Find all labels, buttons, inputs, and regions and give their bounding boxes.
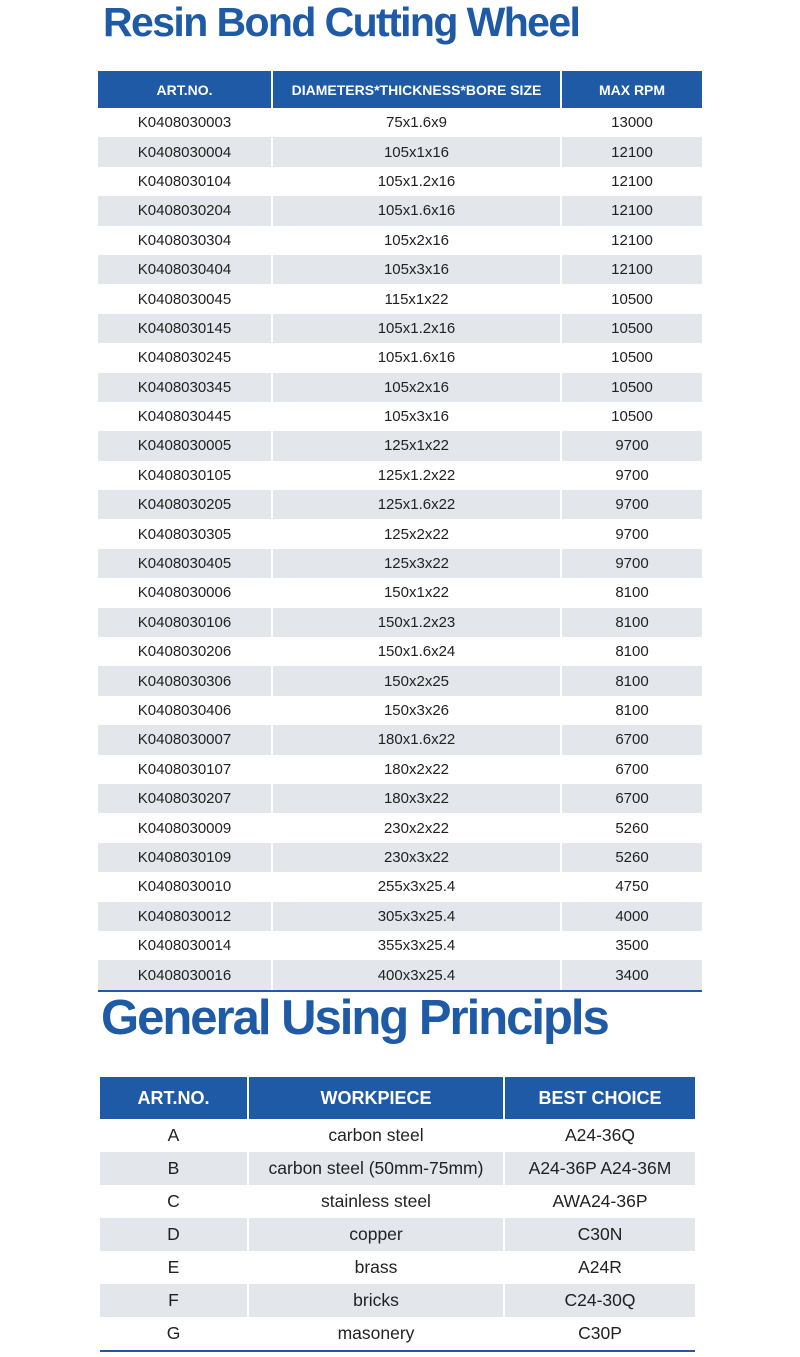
dimensions-cell: 105x3x16 — [272, 255, 561, 284]
max-rpm-cell: 8100 — [561, 666, 702, 695]
dimensions-cell: 400x3x25.4 — [272, 960, 561, 990]
header-dimensions: DIAMETERS*THICKNESS*BORE SIZE — [272, 71, 561, 108]
max-rpm-cell: 6700 — [561, 784, 702, 813]
art-no-cell: K0408030445 — [98, 402, 272, 431]
table-row — [100, 1185, 695, 1218]
art-no-cell: K0408030109 — [98, 843, 272, 872]
dimensions-cell: 105x2x16 — [272, 226, 561, 255]
art-no-cell: K0408030010 — [98, 872, 272, 901]
art-no-cell: K0408030405 — [98, 549, 272, 578]
max-rpm-cell: 9700 — [561, 519, 702, 548]
table-row — [98, 519, 702, 548]
art-no-cell: K0408030016 — [98, 960, 272, 990]
art-no-cell: B — [100, 1152, 248, 1185]
header-max-rpm: MAX RPM — [561, 71, 702, 108]
dimensions-cell: 255x3x25.4 — [272, 872, 561, 901]
workpiece-cell: masonery — [248, 1317, 504, 1351]
art-no-cell: E — [100, 1251, 248, 1284]
best-choice-cell: A24R — [504, 1251, 695, 1284]
table-row — [98, 373, 702, 402]
table-row — [100, 1317, 695, 1351]
workpiece-cell: brass — [248, 1251, 504, 1284]
max-rpm-cell: 10500 — [561, 284, 702, 313]
max-rpm-cell: 3500 — [561, 931, 702, 960]
max-rpm-cell: 13000 — [561, 108, 702, 137]
header-art-no: ART.NO. — [100, 1077, 248, 1119]
table-row — [98, 637, 702, 666]
dimensions-cell: 180x2x22 — [272, 755, 561, 784]
table-header-row — [100, 1077, 695, 1119]
art-no-cell: K0408030406 — [98, 696, 272, 725]
dimensions-cell: 105x1.6x16 — [272, 343, 561, 372]
table-row — [98, 608, 702, 637]
art-no-cell: K0408030305 — [98, 519, 272, 548]
max-rpm-cell: 9700 — [561, 490, 702, 519]
art-no-cell: K0408030204 — [98, 196, 272, 225]
art-no-cell: K0408030006 — [98, 578, 272, 607]
max-rpm-cell: 4750 — [561, 872, 702, 901]
table-row — [98, 813, 702, 842]
dimensions-cell: 355x3x25.4 — [272, 931, 561, 960]
max-rpm-cell: 6700 — [561, 725, 702, 754]
max-rpm-cell: 12100 — [561, 137, 702, 166]
table-row — [98, 784, 702, 813]
workpiece-cell: bricks — [248, 1284, 504, 1317]
max-rpm-cell: 10500 — [561, 402, 702, 431]
dimensions-cell: 125x2x22 — [272, 519, 561, 548]
dimensions-cell: 150x1x22 — [272, 578, 561, 607]
art-no-cell: K0408030304 — [98, 226, 272, 255]
art-no-cell: K0408030107 — [98, 755, 272, 784]
table-row — [98, 284, 702, 313]
dimensions-cell: 305x3x25.4 — [272, 902, 561, 931]
max-rpm-cell: 12100 — [561, 167, 702, 196]
table-row — [100, 1152, 695, 1185]
workpiece-cell: carbon steel (50mm-75mm) — [248, 1152, 504, 1185]
dimensions-cell: 125x1.2x22 — [272, 461, 561, 490]
art-no-cell: K0408030003 — [98, 108, 272, 137]
dimensions-cell: 105x2x16 — [272, 373, 561, 402]
table-row — [100, 1119, 695, 1152]
using-principles-table — [100, 1077, 695, 1352]
table-row — [98, 196, 702, 225]
max-rpm-cell: 9700 — [561, 461, 702, 490]
table-row — [98, 931, 702, 960]
art-no-cell: K0408030205 — [98, 490, 272, 519]
max-rpm-cell: 12100 — [561, 255, 702, 284]
table-row — [98, 431, 702, 460]
dimensions-cell: 125x1x22 — [272, 431, 561, 460]
table-row — [98, 725, 702, 754]
cutting-wheel-spec-table — [98, 71, 702, 992]
header-art-no: ART.NO. — [98, 71, 272, 108]
art-no-cell: K0408030345 — [98, 373, 272, 402]
max-rpm-cell: 10500 — [561, 373, 702, 402]
cutting-wheel-rows — [98, 108, 702, 991]
art-no-cell: K0408030004 — [98, 137, 272, 166]
table-row — [98, 872, 702, 901]
table-row — [98, 343, 702, 372]
best-choice-cell: A24-36Q — [504, 1119, 695, 1152]
art-no-cell: K0408030207 — [98, 784, 272, 813]
best-choice-cell: C30P — [504, 1317, 695, 1351]
art-no-cell: K0408030145 — [98, 314, 272, 343]
dimensions-cell: 105x1.2x16 — [272, 314, 561, 343]
dimensions-cell: 115x1x22 — [272, 284, 561, 313]
workpiece-cell: copper — [248, 1218, 504, 1251]
principles-rows — [100, 1119, 695, 1351]
dimensions-cell: 105x1.6x16 — [272, 196, 561, 225]
dimensions-cell: 150x2x25 — [272, 666, 561, 695]
dimensions-cell: 150x3x26 — [272, 696, 561, 725]
table-row — [98, 167, 702, 196]
art-no-cell: K0408030014 — [98, 931, 272, 960]
table-row — [98, 549, 702, 578]
best-choice-cell: AWA24-36P — [504, 1185, 695, 1218]
table-row — [98, 666, 702, 695]
max-rpm-cell: 10500 — [561, 343, 702, 372]
workpiece-cell: carbon steel — [248, 1119, 504, 1152]
art-no-cell: A — [100, 1119, 248, 1152]
art-no-cell: K0408030104 — [98, 167, 272, 196]
dimensions-cell: 75x1.6x9 — [272, 108, 561, 137]
max-rpm-cell: 3400 — [561, 960, 702, 990]
max-rpm-cell: 8100 — [561, 637, 702, 666]
max-rpm-cell: 8100 — [561, 608, 702, 637]
art-no-cell: K0408030206 — [98, 637, 272, 666]
max-rpm-cell: 5260 — [561, 843, 702, 872]
art-no-cell: K0408030105 — [98, 461, 272, 490]
max-rpm-cell: 4000 — [561, 902, 702, 931]
workpiece-cell: stainless steel — [248, 1185, 504, 1218]
art-no-cell: K0408030007 — [98, 725, 272, 754]
dimensions-cell: 180x1.6x22 — [272, 725, 561, 754]
header-workpiece: WORKPIECE — [248, 1077, 504, 1119]
table-row — [98, 960, 702, 990]
dimensions-cell: 180x3x22 — [272, 784, 561, 813]
max-rpm-cell: 12100 — [561, 226, 702, 255]
dimensions-cell: 230x3x22 — [272, 843, 561, 872]
dimensions-cell: 105x1.2x16 — [272, 167, 561, 196]
table-row — [98, 402, 702, 431]
art-no-cell: G — [100, 1317, 248, 1351]
art-no-cell: F — [100, 1284, 248, 1317]
max-rpm-cell: 9700 — [561, 549, 702, 578]
table-row — [98, 902, 702, 931]
table-row — [98, 226, 702, 255]
max-rpm-cell: 6700 — [561, 755, 702, 784]
table-row — [98, 696, 702, 725]
table-row — [98, 755, 702, 784]
table-row — [98, 490, 702, 519]
art-no-cell: K0408030012 — [98, 902, 272, 931]
art-no-cell: D — [100, 1218, 248, 1251]
dimensions-cell: 105x3x16 — [272, 402, 561, 431]
table-row — [98, 137, 702, 166]
dimensions-cell: 230x2x22 — [272, 813, 561, 842]
max-rpm-cell: 9700 — [561, 431, 702, 460]
max-rpm-cell: 8100 — [561, 578, 702, 607]
max-rpm-cell: 8100 — [561, 696, 702, 725]
table-row — [100, 1284, 695, 1317]
dimensions-cell: 150x1.6x24 — [272, 637, 561, 666]
table-row — [98, 578, 702, 607]
principles-title: General Using Principls — [101, 991, 608, 1045]
art-no-cell: K0408030404 — [98, 255, 272, 284]
art-no-cell: K0408030045 — [98, 284, 272, 313]
cutting-wheel-title: Resin Bond Cutting Wheel — [103, 0, 580, 45]
table-row — [98, 461, 702, 490]
table-row — [98, 843, 702, 872]
best-choice-cell: A24-36P A24-36M — [504, 1152, 695, 1185]
table-header-row — [98, 71, 702, 108]
dimensions-cell: 105x1x16 — [272, 137, 561, 166]
table-row — [98, 314, 702, 343]
table-row — [98, 108, 702, 137]
table-row — [100, 1218, 695, 1251]
header-best-choice: BEST CHOICE — [504, 1077, 695, 1119]
best-choice-cell: C24-30Q — [504, 1284, 695, 1317]
table-row — [98, 255, 702, 284]
art-no-cell: K0408030005 — [98, 431, 272, 460]
art-no-cell: C — [100, 1185, 248, 1218]
dimensions-cell: 125x3x22 — [272, 549, 561, 578]
best-choice-cell: C30N — [504, 1218, 695, 1251]
art-no-cell: K0408030009 — [98, 813, 272, 842]
art-no-cell: K0408030306 — [98, 666, 272, 695]
max-rpm-cell: 10500 — [561, 314, 702, 343]
art-no-cell: K0408030106 — [98, 608, 272, 637]
max-rpm-cell: 12100 — [561, 196, 702, 225]
art-no-cell: K0408030245 — [98, 343, 272, 372]
dimensions-cell: 150x1.2x23 — [272, 608, 561, 637]
dimensions-cell: 125x1.6x22 — [272, 490, 561, 519]
table-row — [100, 1251, 695, 1284]
max-rpm-cell: 5260 — [561, 813, 702, 842]
